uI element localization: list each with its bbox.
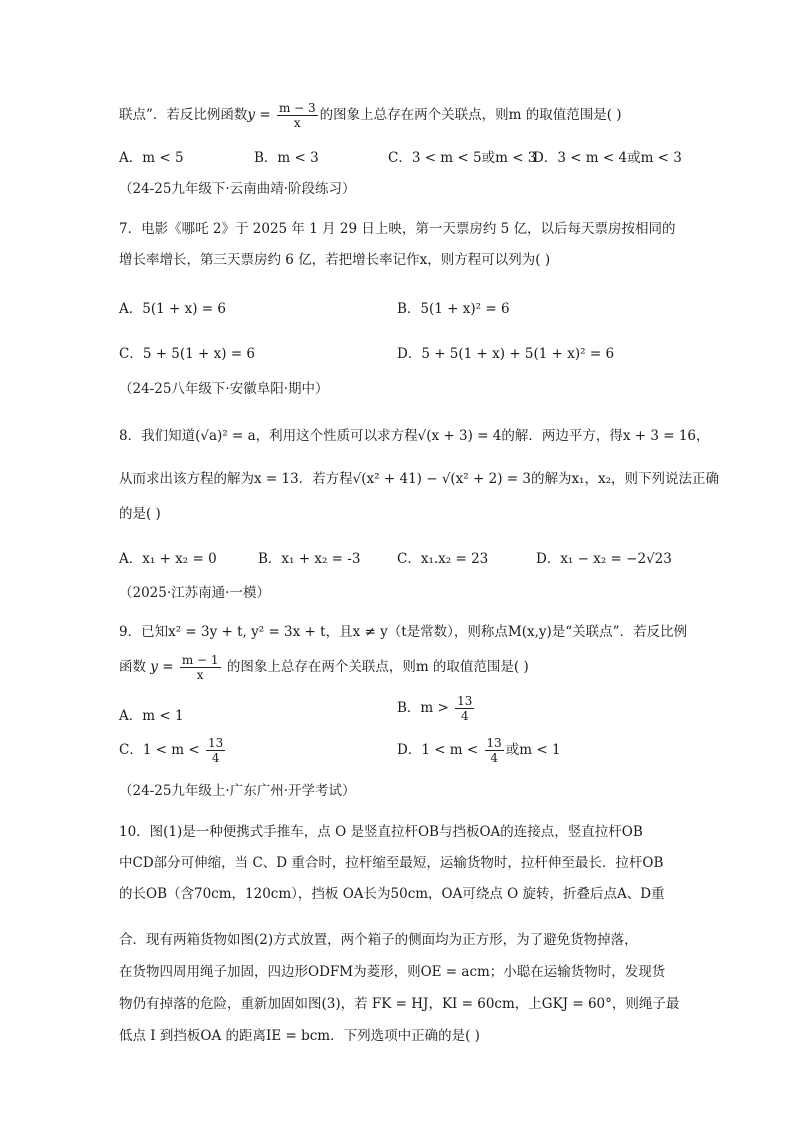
q9-option-c[interactable] [119, 736, 227, 765]
q9-line2-prefix: 函数 [119, 659, 146, 675]
q9-option-d-den: 4 [490, 751, 498, 765]
q6-option-a[interactable]: A．m < 5 [119, 150, 184, 166]
q9-line2-suffix: 的图象上总存在两个关联点，则m 的取值范围是( ) [226, 659, 529, 675]
q6-stem-line: 联点”．若反比例函数y = $\frac{m - 3}{x}$ 的图象上总存在两个关联点，则m 的取值范围是( ) [119, 101, 622, 130]
q8-option-c[interactable]: C．x₁.x₂ = 23 [397, 551, 489, 567]
q6-option-d[interactable]: D．3 < m < 4或m < 3 [533, 150, 682, 166]
q9-option-d-prefix: D．1 < m < [397, 742, 479, 758]
q9-frac-num: m − 1 [181, 653, 219, 667]
q9-option-b-num: 13 [457, 694, 473, 708]
y-var: y [247, 107, 256, 123]
q6-frac-num: m − 3 [278, 101, 316, 115]
q8-line-3: 的是( ) [119, 506, 161, 522]
q9-option-a[interactable]: A．m < 1 [119, 708, 184, 724]
q10-line-2: 中CD部分可伸缩，当 C、D 重合时，拉杆缩至最短，运输货物时，拉杆伸至最长．拉杆OB [119, 855, 664, 871]
q9-line-1: 9．已知x² = 3y + t, y² = 3x + t，且x ≠ y（t是常数），则称点M(x,y)是“关联点”．若反比例 [119, 624, 688, 640]
q8-source: （24-25八年级下·安徽阜阳·期中） [119, 381, 329, 397]
y-var: y [150, 659, 158, 675]
q8-line-1: 8．我们知道(√a)² = a，利用这个性质可以求方程√(x + 3) = 4的解．两边平方，得x + 3 = 16， [119, 428, 710, 444]
q9-fraction [180, 653, 221, 682]
q6-stem-suffix: 的图象上总存在两个关联点，则m 的取值范围是( ) [319, 107, 622, 123]
q9-option-d-num: 13 [486, 736, 502, 750]
q6-option-b[interactable]: B．m < 3 [254, 150, 319, 166]
q8-line-2: 从而求出该方程的解为x = 13．若方程√(x² + 41) − √(x² + 2) = 3的解为x₁，x₂，则下列说法正确 [119, 471, 719, 487]
q9-option-d-suffix: 或m < 1 [505, 742, 561, 758]
q10-source: （24-25九年级上·广东广州·开学考试） [119, 783, 356, 799]
q7-line-1: 7．电影《哪吒 2》于 2025 年 1 月 29 日上映，第一天票房约 5 亿，以后每天票房按相同的 [119, 221, 676, 237]
q10-line-7: 低点 I 到挡板OA 的距离IE = bcm．下列选项中正确的是( ) [119, 1028, 480, 1044]
q6-stem-prefix: 联点”．若反比例函数 [119, 107, 248, 123]
q9-option-c-prefix: C．1 < m < [119, 742, 200, 758]
q9-line-2: 函数 y = $\frac{m - 1}{x}$ 的图象上总存在两个关联点，则m 的取值范围是( ) [119, 653, 529, 682]
q7-option-b[interactable]: B．5(1 + x)² = 6 [397, 301, 510, 317]
q10-line-1: 10．图(1)是一种便携式手推车，点 O 是竖直拉杆OB与挡板OA的连接点，竖直拉杆OB [119, 824, 643, 840]
q9-option-c-fraction [206, 736, 225, 765]
q6-option-c[interactable]: C．3 < m < 5或m < 3 [388, 150, 537, 166]
q7-option-c[interactable]: C．5 + 5(1 + x) = 6 [119, 346, 256, 362]
q6-fraction [277, 101, 318, 130]
q9-option-d-fraction [485, 736, 504, 765]
q10-line-3: 的长OB（含70cm，120cm），挡板 OA长为50cm，OA可绕点 O 旋转，折叠后点A、D重 [119, 886, 665, 902]
q9-source: （2025·江苏南通·一模） [119, 585, 270, 601]
q9-option-c-num: 13 [208, 736, 224, 750]
q9-option-b-den: 4 [460, 709, 469, 723]
q10-line-4: 合．现有两箱货物如图(2)方式放置，两个箱子的侧面均为正方形，为了避免货物掉落， [119, 932, 638, 948]
q7-option-d[interactable]: D．5 + 5(1 + x) + 5(1 + x)² = 6 [397, 346, 615, 362]
q9-option-c-den: 4 [211, 751, 220, 765]
q7-option-a[interactable]: A．5(1 + x) = 6 [119, 301, 226, 317]
q6-frac-den: x [293, 116, 301, 130]
q10-line-5: 在货物四周用绳子加固，四边形ODFM为菱形，则OE = acm；小聪在运输货物时，发现货 [119, 964, 666, 980]
q8-option-b[interactable]: B．x₁ + x₂ = -3 [258, 551, 361, 567]
q9-option-b-fraction [455, 694, 474, 723]
q7-source: （24-25九年级下·云南曲靖·阶段练习） [119, 181, 356, 197]
q8-option-d[interactable]: D．x₁ − x₂ = −2√23 [536, 551, 672, 567]
q10-line-6: 物仍有掉落的危险，重新加固如图(3)，若 FK = HJ，KI = 60cm，上GKJ = 60°，则绳子最 [119, 996, 680, 1012]
q9-option-d[interactable] [397, 736, 561, 765]
q8-option-a[interactable]: A．x₁ + x₂ = 0 [119, 551, 217, 567]
q9-option-b[interactable] [397, 694, 476, 723]
q7-line-2: 增长率增长，第三天票房约 6 亿，若把增长率记作x，则方程可以列为( ) [119, 252, 551, 268]
q9-frac-den: x [196, 668, 204, 682]
q9-option-b-prefix: B．m > [397, 700, 449, 716]
